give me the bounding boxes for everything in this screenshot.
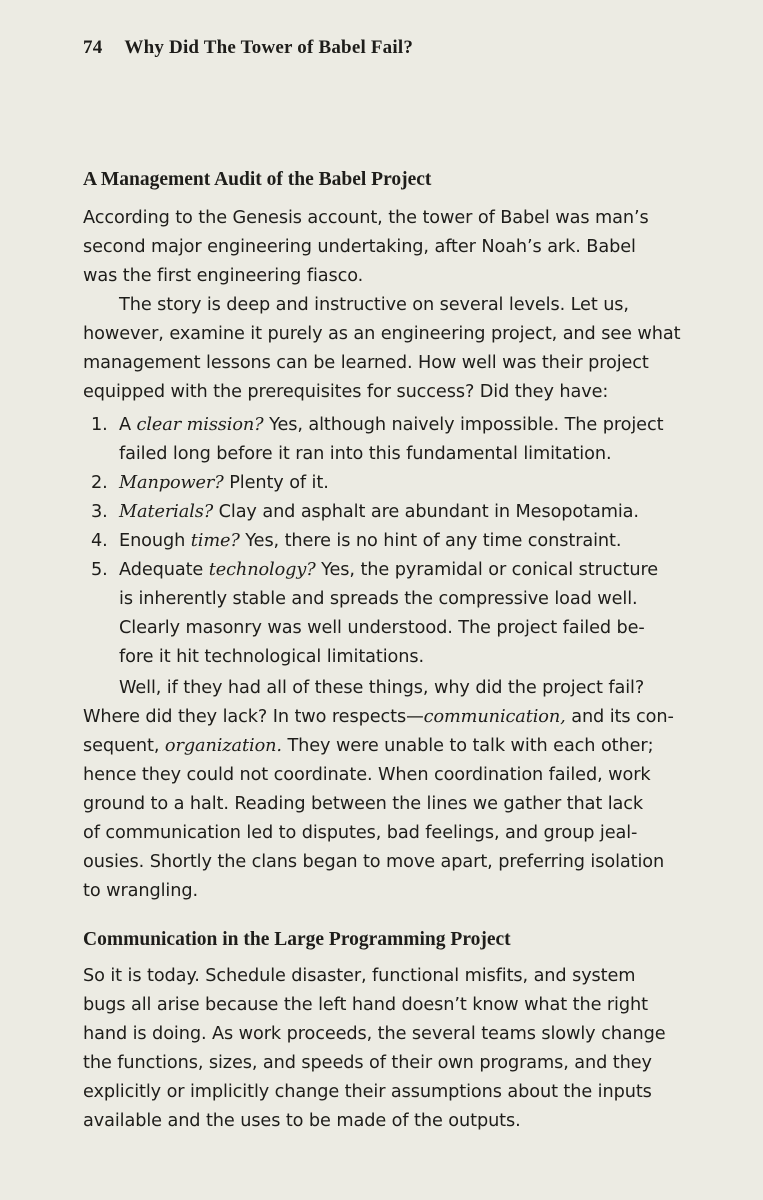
section-heading: Communication in the Large Programming Project [83, 929, 511, 950]
text-run: Clearly masonry was well understood. The project failed be- [119, 618, 645, 638]
text-run: sequent, [83, 736, 165, 756]
numbered-list [83, 411, 693, 672]
text-line: was the first engineering fiasco. [83, 266, 364, 286]
text-line: bugs all arise because the left hand doesn’t know what the right [83, 995, 648, 1015]
text-run: and its con- [565, 707, 674, 727]
text-line: available and the uses to be made of the outputs. [83, 1111, 521, 1131]
text-run: Enough [119, 531, 191, 551]
text-line [119, 585, 693, 614]
text-run: fore it hit technological limitations. [119, 647, 425, 667]
text-line: According to the Genesis account, the tower of Babel was man’s [83, 208, 649, 228]
text-line [83, 732, 693, 761]
text-run: is inherently stable and spreads the compressive load well. [119, 589, 638, 609]
paragraph [83, 204, 693, 291]
text-line [119, 411, 693, 440]
section-communication [83, 929, 693, 951]
paragraph [83, 291, 693, 407]
text-line [119, 440, 693, 469]
paragraph-why-fail [83, 674, 693, 906]
prerequisites-list [83, 411, 693, 672]
text-line: of communication led to disputes, bad feelings, and group jeal- [83, 823, 638, 843]
running-head [83, 37, 413, 59]
text-line: ground to a halt. Reading between the lines we gather that lack [83, 794, 644, 814]
text-run: Clay and asphalt are abundant in Mesopotamia. [213, 502, 639, 522]
text-run: Yes, the pyramidal or conical structure [315, 560, 659, 580]
list-number: 1. [91, 415, 108, 435]
text-run: A [119, 415, 137, 435]
text-line: to wrangling. [83, 881, 198, 901]
text-line: So it is today. Schedule disaster, functional misfits, and system [83, 966, 636, 986]
list-item-term: technology? [208, 560, 316, 580]
text-line [119, 556, 693, 585]
text-line: second major engineering undertaking, after Noah’s ark. Babel [83, 237, 636, 257]
list-item [83, 498, 693, 527]
list-item [83, 411, 693, 469]
paragraph-today [83, 962, 693, 1136]
page-number: 74 [83, 37, 103, 58]
list-item [83, 527, 693, 556]
list-number: 2. [91, 473, 108, 493]
text-line: however, examine it purely as an engineering project, and see what [83, 324, 681, 344]
list-item [83, 469, 693, 498]
text-line: Well, if they had all of these things, why did the project fail? [119, 678, 645, 698]
text-line: ousies. Shortly the clans began to move apart, preferring isolation [83, 852, 665, 872]
text-line: the functions, sizes, and speeds of their own programs, and they [83, 1053, 652, 1073]
text-line [119, 643, 693, 672]
text-line [119, 527, 693, 556]
text-line: explicitly or implicitly change their assumptions about the inputs [83, 1082, 652, 1102]
emphasis-communication: communication, [423, 707, 566, 727]
text-line: equipped with the prerequisites for success? Did they have: [83, 382, 609, 402]
chapter-title: Why Did The Tower of Babel Fail? [124, 37, 414, 58]
text-line: hence they could not coordinate. When coordination failed, work [83, 765, 651, 785]
list-item [83, 556, 693, 672]
text-run: Plenty of it. [223, 473, 329, 493]
text-run: Yes, there is no hint of any time constraint. [239, 531, 622, 551]
text-run: failed long before it ran into this fundamental limitation. [119, 444, 612, 464]
section-heading: A Management Audit of the Babel Project [83, 169, 432, 190]
list-number: 5. [91, 560, 108, 580]
section-management-audit [83, 169, 693, 191]
list-item-term: Manpower? [119, 473, 224, 493]
list-number: 3. [91, 502, 108, 522]
text-line: The story is deep and instructive on several levels. Let us, [119, 295, 629, 315]
text-line [83, 703, 693, 732]
text-line: management lessons can be learned. How well was their project [83, 353, 649, 373]
list-item-term: Materials? [119, 502, 214, 522]
text-run: Yes, although naively impossible. The project [263, 415, 664, 435]
text-line: hand is doing. As work proceeds, the several teams slowly change [83, 1024, 666, 1044]
paragraph-genesis [83, 204, 693, 291]
text-run: Adequate [119, 560, 209, 580]
list-number: 4. [91, 531, 108, 551]
paragraph [83, 962, 693, 1136]
list-item-term: time? [190, 531, 240, 551]
text-line [119, 614, 693, 643]
text-line [119, 469, 693, 498]
paragraph [83, 674, 693, 906]
text-run: They were unable to talk with each other; [281, 736, 654, 756]
text-run: Where did they lack? In two respects— [83, 707, 424, 727]
text-line [119, 498, 693, 527]
paragraph-story [83, 291, 693, 407]
emphasis-organization: organization. [164, 736, 282, 756]
list-item-term: clear mission? [136, 415, 264, 435]
